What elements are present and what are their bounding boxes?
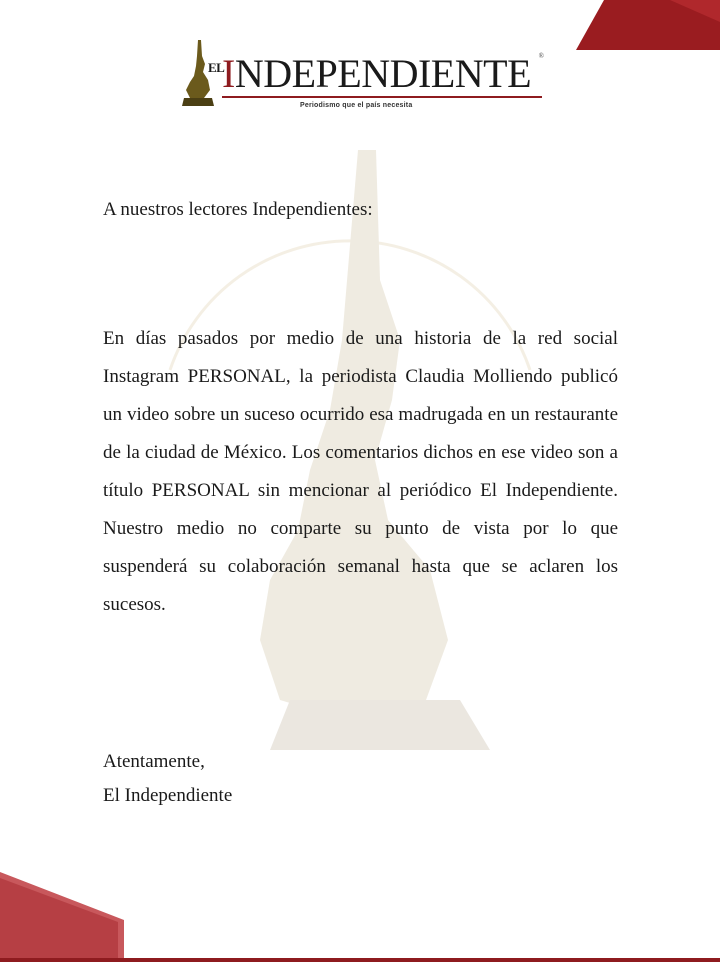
logo-wordmark-initial: I	[222, 51, 235, 96]
top-corner-decoration	[570, 0, 720, 50]
bottom-corner-decoration	[0, 872, 720, 962]
letterhead-logo	[178, 38, 546, 118]
letter-closing: Atentamente,	[103, 751, 205, 772]
logo-wordmark-rest: NDEPENDIENTE	[234, 51, 531, 96]
logo-underline	[222, 96, 542, 98]
letter-body: En días pasados por medio de una historia de la red social Instagram PERSONAL, la periodista Claudia Molliendo publicó un video sobre un suceso ocurrido esa madrugada en un restaurante de la ciudad de México. Los comentarios dichos en ese video son a título PERSONAL sin mencionar al periódico El Independiente. Nuestro medio no comparte su punto de vista por lo que suspenderá su colaboración semanal hasta que se aclaren los sucesos.	[103, 328, 618, 615]
registered-mark: ®	[538, 52, 544, 60]
letter-salutation: A nuestros lectores Independientes:	[103, 199, 373, 220]
logo-prefix: EL	[208, 60, 225, 75]
logo-wordmark	[222, 51, 531, 96]
letter-signature: El Independiente	[103, 785, 233, 806]
logo-tagline: Periodismo que el país necesita	[300, 102, 413, 109]
letter-closing-block	[103, 745, 232, 813]
